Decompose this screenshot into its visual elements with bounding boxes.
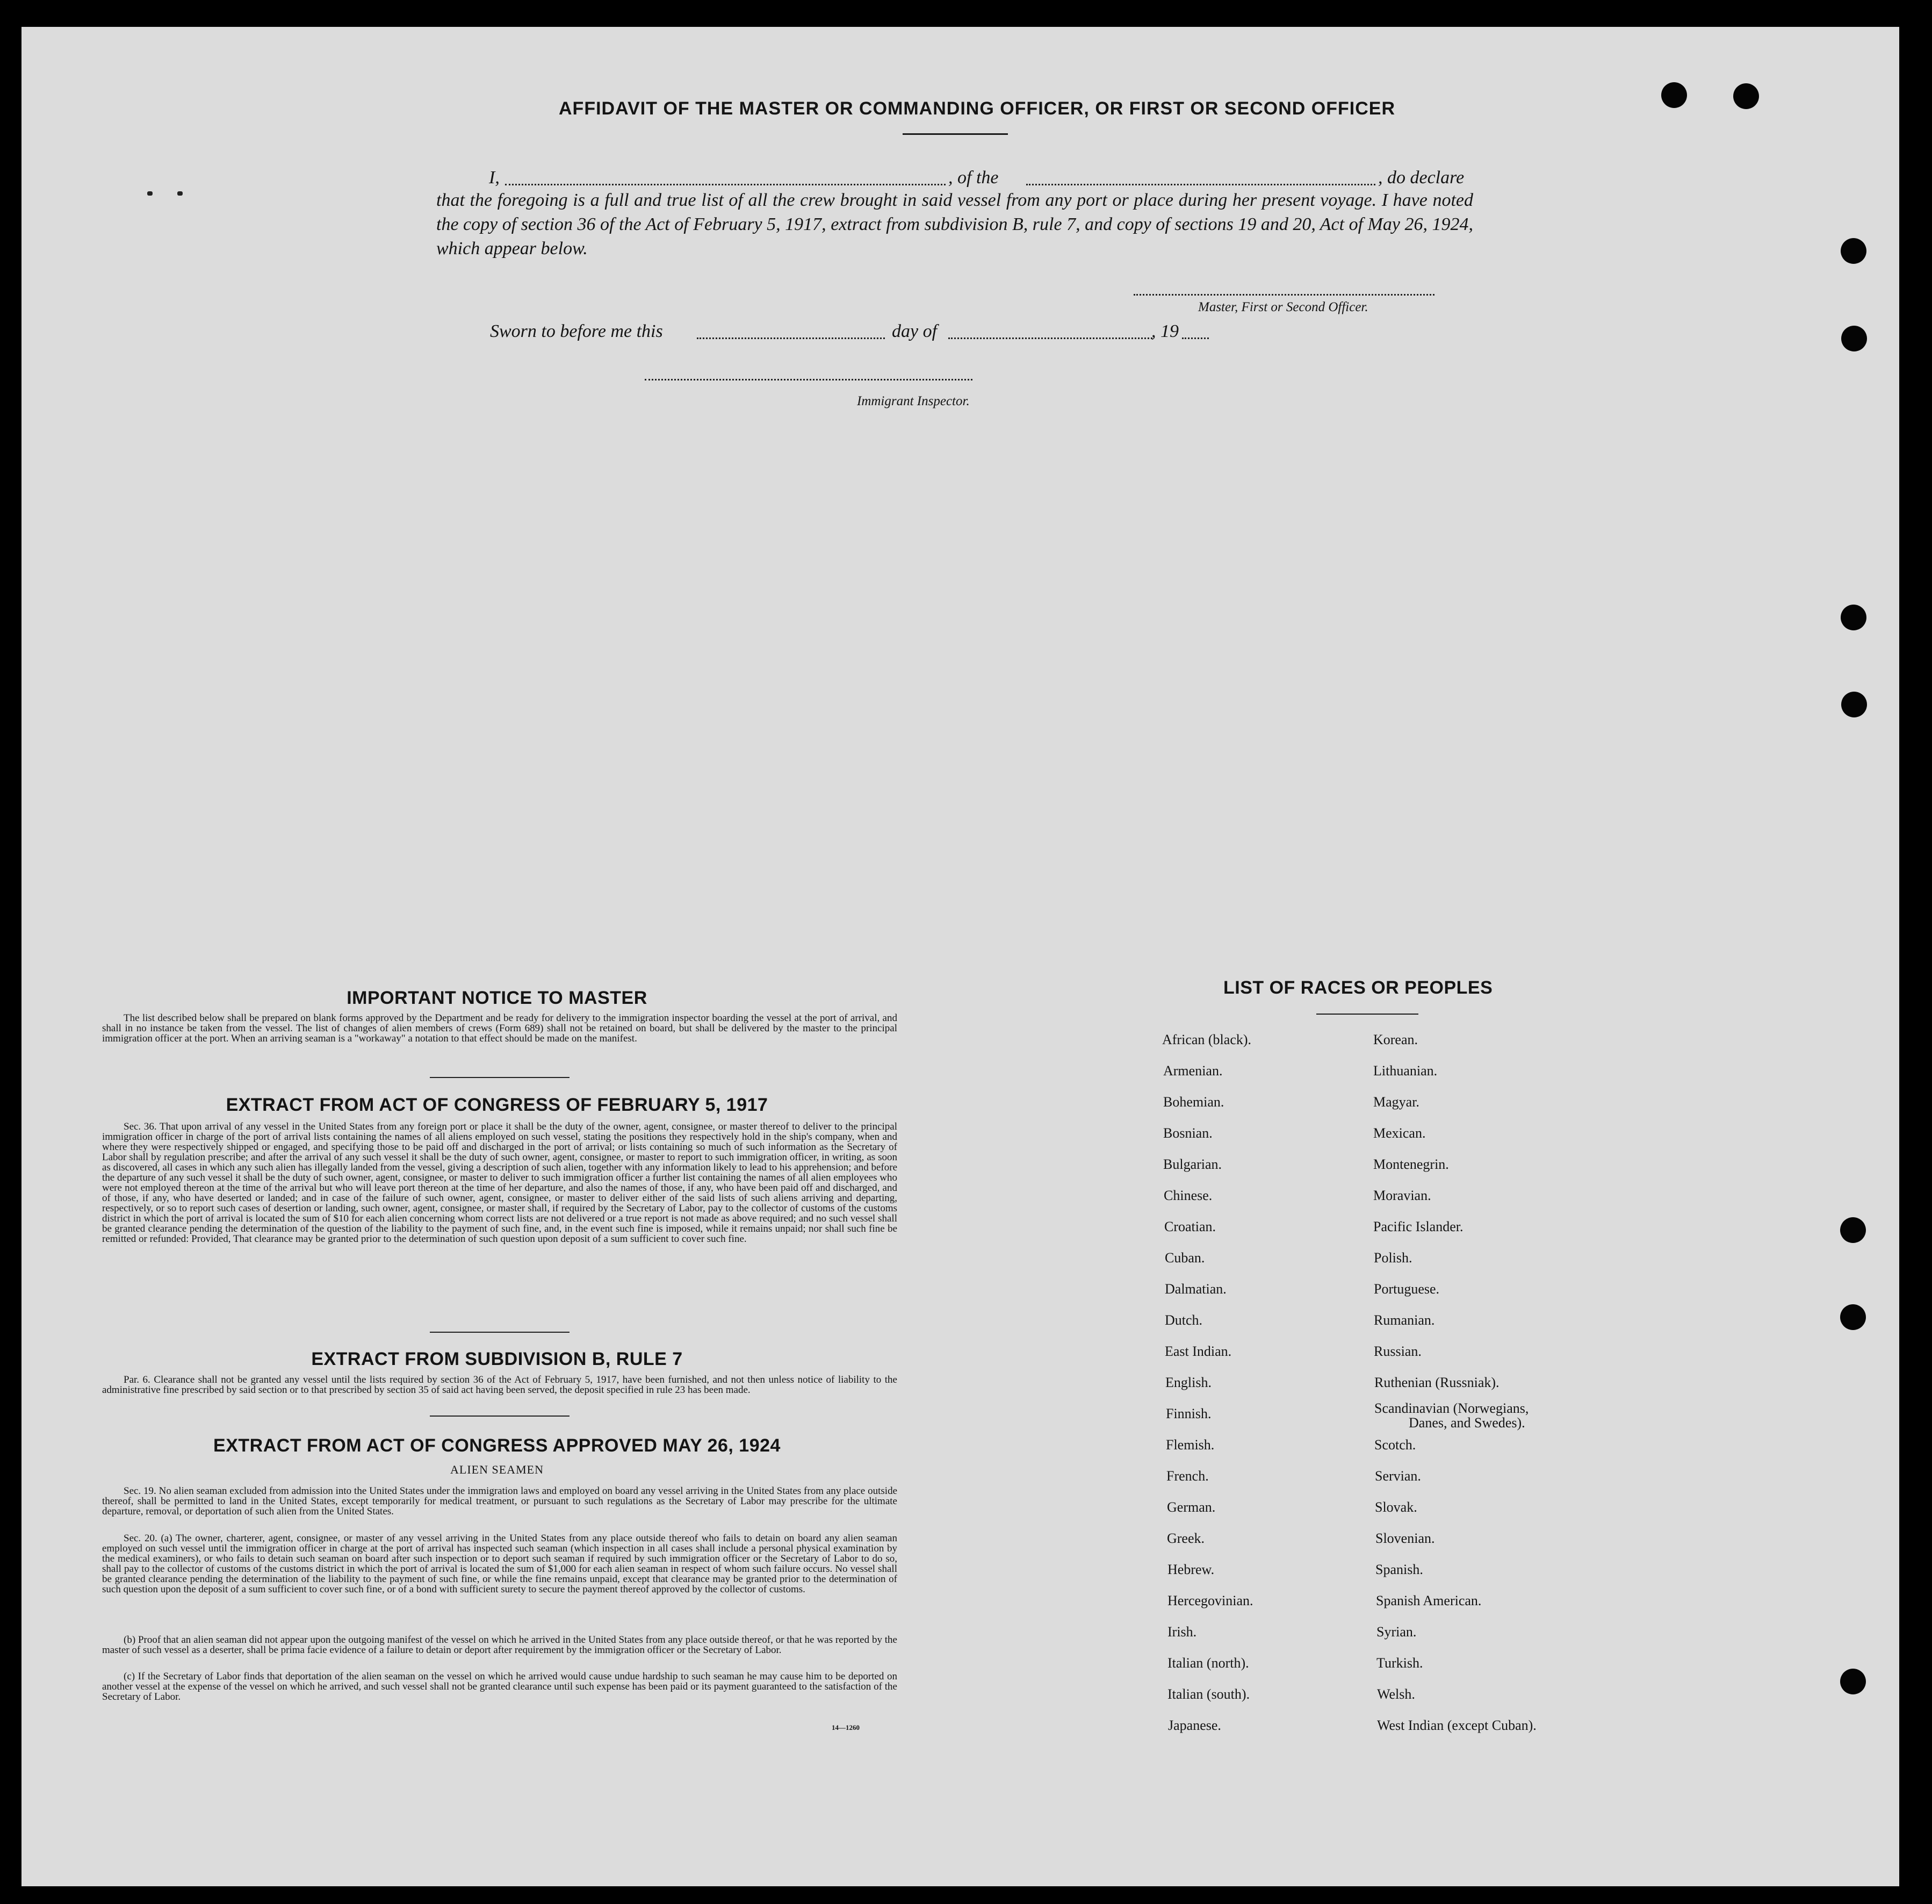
race-item: Hebrew. xyxy=(1167,1562,1215,1577)
race-item: Scotch. xyxy=(1374,1437,1416,1453)
punch-hole xyxy=(1733,83,1759,109)
extract-1924-sec20a: Sec. 20. (a) The owner, charterer, agent, consignee, or master of any vessel arriving in the United States from any place outside thereof who fails to detain on board any alien seaman employed on such vessel until the immigration officer in charge at the port of arrival has inspected such seaman (which inspection in all cases shall include a personal physical examination by the medical examiners), or who fails to detain such seaman on board after such inspection or to deport such seaman if required by such immigration officer or the Secretary of Labor to do so, shall pay to the collector of customs of the customs district in which the port of arrival is located the sum of $1,000 for each alien seaman in respect of whom such failure occurs. No vessel shall be granted clearance pending the determination of the liability to the payment of such fine, or while the fine remains unpaid, except that clearance may be granted prior to the determination of such question upon the deposit of a sum sufficient to cover such fine, or of a bond with sufficient surety to secure the payment thereof approved by the collector of customs. xyxy=(102,1533,897,1595)
race-item: Mexican. xyxy=(1373,1125,1426,1141)
inspector-signature-label: Immigrant Inspector. xyxy=(857,394,970,408)
race-item: Rumanian. xyxy=(1374,1312,1435,1328)
notice-title: IMPORTANT NOTICE TO MASTER xyxy=(347,988,647,1008)
punch-hole xyxy=(1840,1669,1866,1694)
master-signature-label: Master, First or Second Officer. xyxy=(1198,300,1368,314)
race-item: Hercegovinian. xyxy=(1167,1593,1253,1608)
extract-1917-body: Sec. 36. That upon arrival of any vessel in the United States from any foreign port or place it shall be the duty of the owner, agent, consignee, or master thereof to deliver to the principal immigration officer in charge of the port of arrival lists containing the names of all aliens employed on such vessel, stating the positions they respectively hold in the ship's company, when and where they were respectively shipped or engaged, and specifying those to be paid off and discharged in the port of arrival; or lists containing so much of such information as the Secretary of Labor shall by regulation prescribe; and after the arrival of any such vessel it shall be the duty of such owner, agent, consignee, or master to report to such immigration officer, in writing, as soon as discovered, all cases in which any such alien has illegally landed from the vessel, giving a description of such alien, together with any information likely to lead to his apprehension; and before the departure of any such vessel it shall be the duty of such owner, agent, consignee, or master to deliver to such immigration officer a further list containing the names of all alien employees who were not employed thereon at the time of the arrival but who will leave port thereon at the time of her departure, and also the names of those, if any, who have been paid off and discharged, and of those, if any, who have deserted or landed; and in case of the failure of such owner, agent, consignee, or master to deliver either of the said lists of such aliens arriving and departing, respectively, or so to report such cases of desertion or landing, such owner, agent, consignee, or master shall, if required by the Secretary of Labor, pay to the collector of customs of the customs district in which the port of arrival is located the sum of $10 for each alien concerning whom correct lists are not delivered or a true report is not made as above required; and no such vessel shall be granted clearance pending the determination of the question of the liability to the payment of such fine, and, in the event such fine is imposed, while it remains unpaid; nor shall such fine be remitted or refunded: Provided, That clearance may be granted prior to the determination of such question upon deposit of a sum sufficient to cover such fine. xyxy=(102,1121,897,1245)
title-underline xyxy=(903,133,1008,135)
race-item: Portuguese. xyxy=(1374,1281,1440,1297)
race-item: Greek. xyxy=(1167,1531,1205,1546)
sworn-day-of-label: day of xyxy=(892,321,938,341)
master-signature-field[interactable] xyxy=(1134,294,1434,296)
race-item: Danes, and Swedes). xyxy=(1409,1415,1525,1431)
race-item: Scandinavian (Norwegians, xyxy=(1374,1400,1529,1416)
notice-body: The list described below shall be prepared on blank forms approved by the Department and be ready for delivery to the immigration inspector boarding the vessel at the port of arrival, and shall in no instance be taken from the vessel. The list of changes of alien members of crews (Form 689) shall not be retained on board, but shall be delivered by the master to the principal immigration officer at the port. When an arriving seaman is a "workaway" a notation to that effect should be made on the manifest. xyxy=(102,1012,897,1044)
punch-hole xyxy=(1841,238,1866,264)
race-item: Polish. xyxy=(1374,1250,1412,1266)
punch-hole xyxy=(1840,1304,1866,1330)
section-divider xyxy=(430,1416,569,1417)
punch-hole xyxy=(1661,82,1687,108)
section-divider xyxy=(430,1077,569,1078)
race-item: Korean. xyxy=(1373,1032,1418,1047)
race-item: Slovenian. xyxy=(1375,1531,1435,1546)
sworn-year-label: , 19 xyxy=(1151,321,1179,341)
race-item: Dalmatian. xyxy=(1165,1281,1227,1297)
extract-1924-sec20b: (b) Proof that an alien seaman did not appear upon the outgoing manifest of the vessel on which he arrived in the United States from any place outside thereof, or that he was reported by the master of such vessel as a deserter, shall be prima facie evidence of a failure to detain or deport after requirement by the immigration officer or the Secretary of Labor. xyxy=(102,1634,897,1656)
punch-hole xyxy=(1841,605,1866,630)
ink-speck xyxy=(177,191,183,196)
race-item: German. xyxy=(1167,1499,1216,1515)
sworn-month-field[interactable] xyxy=(948,337,1152,339)
form-number: 14—1260 xyxy=(832,1723,860,1731)
affidavit-statement: that the foregoing is a full and true list of all the crew brought in said vessel from any port or place during her present voyage. I have noted the copy of section 36 of the Act of February 5, 1917, extract from subdivision B, rule 7, and copy of sections 19 and 20, Act of May 26, 1924, which appear below. xyxy=(436,190,1473,258)
race-item: Moravian. xyxy=(1373,1188,1431,1203)
affiant-prefix: I, xyxy=(489,168,500,188)
race-item: Pacific Islander. xyxy=(1373,1219,1464,1234)
races-title-underline xyxy=(1316,1014,1418,1015)
race-item: Spanish. xyxy=(1375,1562,1423,1577)
race-item: Welsh. xyxy=(1377,1686,1415,1702)
extract-1924-subtitle: ALIEN SEAMEN xyxy=(450,1463,544,1476)
race-item: Montenegrin. xyxy=(1373,1156,1449,1172)
race-item: English. xyxy=(1165,1375,1212,1390)
race-item: Turkish. xyxy=(1376,1655,1423,1671)
race-item: Russian. xyxy=(1374,1343,1422,1359)
extract-1924-title: EXTRACT FROM ACT OF CONGRESS APPROVED MAY 26, 1924 xyxy=(213,1435,781,1456)
sworn-prefix: Sworn to before me this xyxy=(490,321,663,341)
race-item: Finnish. xyxy=(1166,1406,1212,1421)
race-item: Spanish American. xyxy=(1376,1593,1482,1608)
sworn-day-field[interactable] xyxy=(697,337,885,339)
race-item: Slovak. xyxy=(1375,1499,1417,1515)
punch-hole xyxy=(1841,692,1867,717)
race-item: Bosnian. xyxy=(1163,1125,1213,1141)
race-item: Armenian. xyxy=(1163,1063,1223,1079)
race-item: Chinese. xyxy=(1164,1188,1213,1203)
of-the-label: , of the xyxy=(948,168,999,188)
race-item: Bohemian. xyxy=(1163,1094,1224,1110)
ink-speck xyxy=(147,191,153,196)
race-item: Irish. xyxy=(1167,1624,1197,1640)
race-item: Italian (north). xyxy=(1167,1655,1249,1671)
section-divider xyxy=(430,1332,569,1333)
extract-1924-sec20c: (c) If the Secretary of Labor finds that deportation of the alien seaman on the vessel on which he arrived would cause undue hardship to such seaman he may cause him to be deported on another vessel at the expense of the vessel on which he arrived, and such vessel shall not be granted clearance until such expense has been paid or its payment guaranteed to the satisfaction of the Secretary of Labor. xyxy=(102,1671,897,1702)
affiant-name-field[interactable] xyxy=(505,184,946,185)
race-item: Ruthenian (Russniak). xyxy=(1374,1375,1500,1390)
extract-rule7-title: EXTRACT FROM SUBDIVISION B, RULE 7 xyxy=(311,1349,683,1369)
inspector-signature-field[interactable] xyxy=(645,379,972,380)
race-item: West Indian (except Cuban). xyxy=(1377,1718,1537,1733)
extract-1924-sec19: Sec. 19. No alien seaman excluded from admission into the United States under the immigration laws and employed on board any vessel arriving in the United States from any place outside thereof, shall be permitted to land in the United States, except temporarily for medical treatment, or pursuant to such regulations as the Secretary of Labor may prescribe for the ultimate departure, removal, or deportation of such alien from the United States. xyxy=(102,1485,897,1517)
punch-hole xyxy=(1840,1217,1866,1243)
extract-rule7-body: Par. 6. Clearance shall not be granted any vessel until the lists required by section 36 of the Act of February 5, 1917, have been furnished, and not then unless notice of liability to the administrative fine prescribed by said section or to that prescribed by section 35 of said act having been served, the deposit specified in rule 23 has been made. xyxy=(102,1374,897,1396)
extract-1917-title: EXTRACT FROM ACT OF CONGRESS OF FEBRUARY 5, 1917 xyxy=(226,1095,768,1115)
affidavit-title: AFFIDAVIT OF THE MASTER OR COMMANDING OFFICER, OR FIRST OR SECOND OFFICER xyxy=(559,98,1395,119)
race-item: Croatian. xyxy=(1164,1219,1216,1234)
race-item: Lithuanian. xyxy=(1373,1063,1438,1079)
race-item: East Indian. xyxy=(1165,1343,1232,1359)
punch-hole xyxy=(1841,326,1867,351)
race-item: Bulgarian. xyxy=(1163,1156,1222,1172)
race-item: Dutch. xyxy=(1165,1312,1203,1328)
race-item: Magyar. xyxy=(1373,1094,1419,1110)
race-item: African (black). xyxy=(1162,1032,1252,1047)
races-title: LIST OF RACES OR PEOPLES xyxy=(1223,978,1493,998)
race-item: Syrian. xyxy=(1376,1624,1417,1640)
race-item: Italian (south). xyxy=(1167,1686,1250,1702)
race-item: French. xyxy=(1166,1468,1209,1484)
sworn-year-field[interactable] xyxy=(1182,337,1209,339)
document-page xyxy=(21,27,1899,1886)
race-item: Cuban. xyxy=(1165,1250,1205,1266)
do-declare-label: , do declare xyxy=(1378,168,1465,188)
race-item: Flemish. xyxy=(1166,1437,1215,1453)
race-item: Servian. xyxy=(1375,1468,1421,1484)
vessel-name-field[interactable] xyxy=(1026,184,1375,185)
race-item: Japanese. xyxy=(1168,1718,1221,1733)
